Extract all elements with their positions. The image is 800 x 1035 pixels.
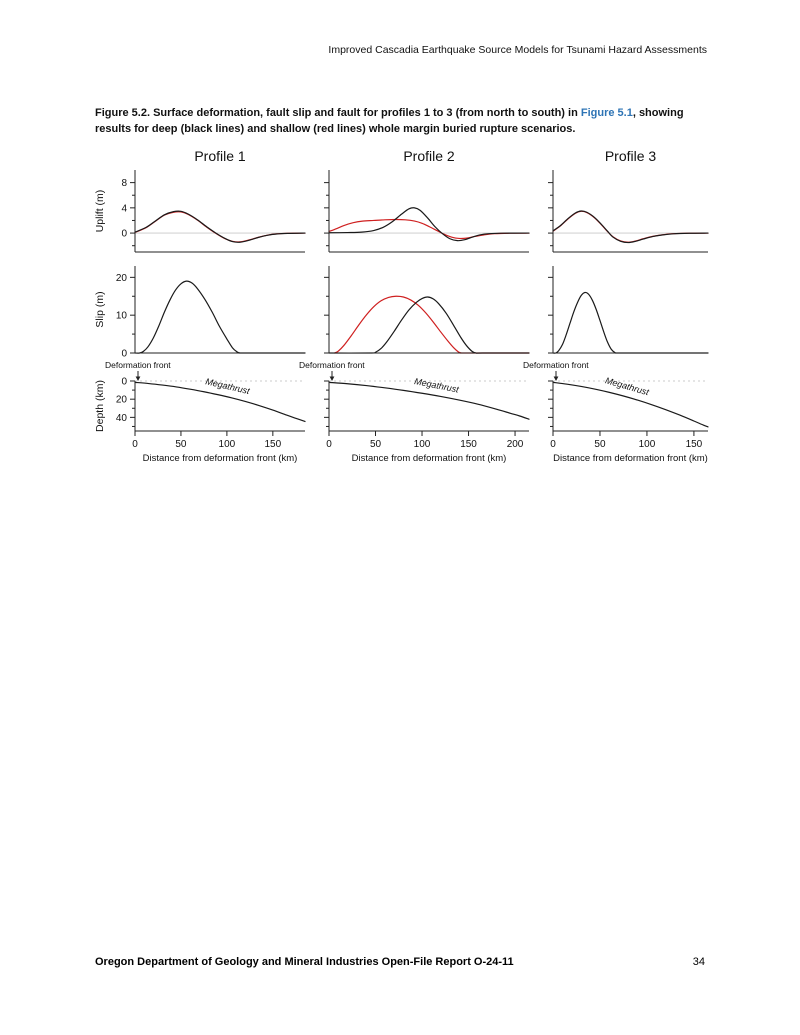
- chart-profile2-slip: [329, 266, 529, 353]
- figure-5-2: [65, 148, 708, 464]
- svg-text:0: 0: [121, 348, 127, 360]
- svg-text:Megathrust: Megathrust: [204, 376, 251, 397]
- svg-text:50: 50: [594, 439, 606, 450]
- depth-row: [65, 360, 708, 464]
- page-footer: [95, 956, 705, 968]
- running-header: Improved Cascadia Earthquake Source Models for Tsunami Hazard Assessments: [328, 44, 707, 56]
- chart-profile3-slip: [553, 266, 708, 353]
- caption-text-post: , showing results for deep (black lines) and shallow (red lines) whole margin buried rupture scenarios.: [95, 107, 684, 135]
- svg-text:150: 150: [460, 439, 477, 450]
- svg-text:Distance from deformation fron: Distance from deformation front (km): [142, 453, 298, 464]
- svg-text:Deformation front: Deformation front: [105, 360, 171, 370]
- profile-3-title: Profile 3: [604, 148, 657, 164]
- svg-text:150: 150: [685, 439, 703, 450]
- svg-text:Uplift (m): Uplift (m): [94, 189, 106, 233]
- profile-titles-row: [65, 148, 708, 164]
- page-number: 34: [692, 956, 705, 968]
- svg-text:8: 8: [121, 178, 127, 190]
- svg-text:0: 0: [550, 439, 556, 450]
- svg-text:50: 50: [369, 439, 382, 450]
- chart-profile1-slip: [94, 266, 305, 360]
- svg-text:Megathrust: Megathrust: [413, 376, 460, 395]
- svg-text:50: 50: [175, 439, 187, 450]
- svg-text:0: 0: [132, 439, 138, 450]
- profile-2-title: Profile 2: [403, 148, 455, 164]
- svg-text:0: 0: [121, 228, 127, 240]
- svg-text:100: 100: [413, 439, 431, 450]
- svg-text:0: 0: [326, 439, 332, 450]
- svg-text:Deformation front: Deformation front: [299, 360, 365, 370]
- uplift-row: [65, 170, 708, 252]
- svg-text:100: 100: [638, 439, 656, 450]
- footer-report-title: Oregon Department of Geology and Mineral Industries Open-File Report O-24-11: [95, 956, 514, 968]
- svg-text:150: 150: [264, 439, 282, 450]
- svg-text:Depth (km): Depth (km): [94, 380, 106, 432]
- figure-5-1-link[interactable]: Figure 5.1: [580, 107, 633, 119]
- profile-1-title: Profile 1: [194, 148, 246, 164]
- caption-text-pre: Figure 5.2. Surface deformation, fault slip and fault for profiles 1 to 3 (from north to south) in: [95, 107, 581, 119]
- chart-profile1-uplift: [94, 170, 305, 252]
- axis-label-column: [65, 148, 111, 164]
- svg-text:20: 20: [115, 394, 127, 406]
- chart-profile3-depth: [523, 360, 708, 464]
- svg-text:Deformation front: Deformation front: [523, 360, 589, 370]
- svg-text:4: 4: [121, 203, 127, 215]
- svg-text:Distance from deformation fron: Distance from deformation front (km): [553, 453, 708, 464]
- svg-text:10: 10: [115, 310, 127, 322]
- chart-profile1-depth: [94, 360, 305, 464]
- chart-profile3-uplift: [553, 170, 708, 252]
- svg-text:0: 0: [121, 376, 127, 388]
- svg-text:Distance from deformation fron: Distance from deformation front (km): [351, 453, 507, 464]
- svg-text:20: 20: [115, 272, 127, 284]
- svg-text:Megathrust: Megathrust: [604, 375, 651, 398]
- svg-text:Slip (m): Slip (m): [94, 291, 106, 328]
- chart-profile2-depth: [299, 360, 529, 464]
- chart-profile2-uplift: [329, 170, 529, 252]
- svg-text:40: 40: [115, 412, 127, 424]
- svg-text:100: 100: [218, 439, 236, 450]
- svg-text:200: 200: [506, 439, 524, 450]
- figure-caption: [95, 106, 713, 138]
- slip-row: [65, 266, 708, 360]
